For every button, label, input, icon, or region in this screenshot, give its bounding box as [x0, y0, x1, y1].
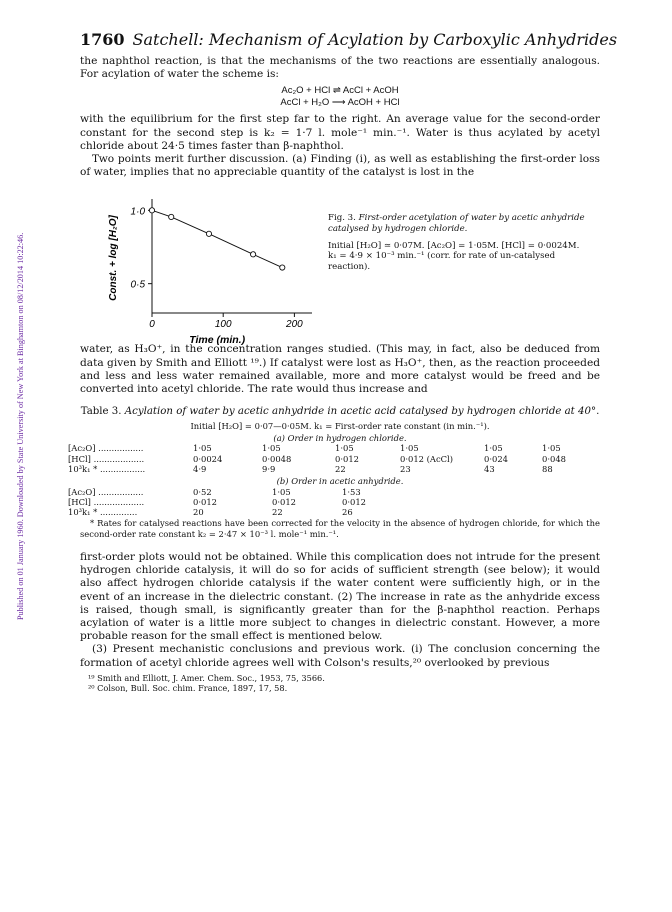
running-header: [80, 30, 618, 49]
table-3: [68, 420, 600, 539]
figure-3: [80, 185, 600, 347]
figure-caption: [328, 213, 598, 272]
paragraph-4: water, as H₃O⁺, in the concentration ranges studied. (This may, in fact, also be deduced from data given by Smith and Elliott ¹⁹.) If catalyst were lost as H₃O⁺, then, as the reaction proceeded and less and less water remained available, more and more catalyst would be freed and be converted into acetyl chloride. The rate would thus increase and: [80, 343, 601, 396]
table-row: [68, 496, 600, 507]
watermark-text: Published on 01 January 1960. Downloaded by State University of New York at Binghamton on 08/12/2014 10:22:46.: [16, 232, 25, 620]
download-watermark: [6, 40, 25, 880]
table-cell: 1·05: [484, 443, 503, 454]
table-row: [68, 463, 600, 474]
row-label: 10³k₁ * .................: [68, 463, 146, 474]
caption-label: Fig. 3.: [328, 213, 356, 224]
paragraph-2: with the equilibrium for the first step far to the right. An average value for the second-order constant for the second step is k₂ = 1·7 l. mole⁻¹ min.⁻¹. Water is thus acylated by acetyl chloride about 24·5 times faster than β-naphthol.: [80, 113, 600, 152]
table-cell: 0·0024: [193, 453, 223, 464]
table-label: Table 3.: [80, 406, 122, 418]
table-cell: 1·53: [342, 486, 361, 497]
table-cell: 1·05: [272, 486, 291, 497]
table-subtitle: Initial [H₂O] = 0·07—0·05M. k₁ = First-order rate constant (in min.⁻¹).: [190, 420, 490, 431]
table-row: [68, 443, 600, 454]
table-cell: 0·024: [484, 453, 508, 464]
table-cell: 0·012: [342, 496, 366, 507]
equation-2: AcCl + H₂O ⟶ AcOH + HCl: [280, 97, 400, 109]
rate-plot: [80, 185, 320, 347]
table-section-b-rows: [68, 486, 600, 518]
table-row: [68, 507, 600, 518]
x-axis-label: Time (min.): [189, 334, 246, 347]
table-cell: 1·05: [193, 443, 212, 454]
y-tick-label: 1·0: [130, 206, 145, 218]
data-point: [280, 265, 285, 270]
running-title: Satchell: Mechanism of Acylation by Carboxylic Anhydrides: [132, 30, 618, 49]
reaction-scheme: [80, 85, 600, 109]
table-row: [68, 453, 600, 464]
paragraph-6: (3) Present mechanistic conclusions and previous work. (i) The conclusion concerning the formation of acetyl chloride agrees well with Colson's results,²⁰ overlooked by previous: [80, 643, 600, 669]
table-cell: 43: [484, 463, 495, 474]
table-section-a: (a) Order in hydrogen chloride.: [273, 433, 407, 444]
table-cell: 0·012: [272, 496, 296, 507]
paragraph-1: the naphthol reaction, is that the mechanisms of the two reactions are essentially analogous. For acylation of water the scheme is:: [80, 55, 600, 81]
table-title: [80, 406, 600, 419]
data-point: [206, 232, 211, 237]
table-section-a-rows: [68, 443, 600, 474]
table-cell: 0·048: [542, 453, 566, 464]
table-cell: 0·012 (AcCl): [400, 453, 453, 464]
table-cell: 88: [542, 463, 553, 474]
page-body: [68, 30, 618, 693]
x-tick-label: 100: [214, 319, 232, 331]
x-tick-label: 0: [149, 319, 155, 331]
table-section-b: (b) Order in acetic anhydride.: [276, 476, 404, 487]
table-cell: 20: [193, 507, 204, 518]
row-label: [HCl] ...................: [68, 453, 145, 464]
table-cell: 23: [400, 463, 411, 474]
row-label: [Ac₂O] .................: [68, 486, 144, 497]
paragraph-5: first-order plots would not be obtained. While this complication does not intrude for the present hydrogen chloride catalysis, it will do so for acids of sufficient strength (see below); it would also affect hydrogen chloride catalysis if the water content were sufficiently high, or in the event of an increase in the dielectric constant. (2) The increase in rate as the anhydride excess is raised, though small, is significantly greater than for the β-naphthol reaction. Perhaps acylation of water is a little more subject to changes in dielectric constant. However, a more probable reason for the small effect is mentioned below.: [80, 551, 600, 643]
table-row: [68, 486, 600, 497]
table-cell: 26: [342, 507, 353, 518]
page-number: 1760: [80, 30, 125, 49]
table-cell: 1·05: [400, 443, 419, 454]
table-cell: 0·012: [335, 453, 359, 464]
table-cell: 1·05: [542, 443, 561, 454]
table-cell: 4·9: [193, 463, 207, 474]
data-point: [149, 208, 154, 213]
row-label: [Ac₂O] .................: [68, 443, 144, 454]
caption-title: First-order acetylation of water by acetic anhydride catalysed by hydrogen chloride.: [328, 213, 585, 235]
x-tick-label: 200: [286, 319, 303, 331]
paragraph-3: Two points merit further discussion. (a) Finding (i), as well as establishing the first-order loss of water, implies that no appreciable quantity of the catalyst is lost in the: [80, 153, 600, 179]
equation-1: Ac₂O + HCl ⇌ AcCl + AcOH: [281, 85, 399, 97]
table-cell: 22: [272, 507, 283, 518]
table-footnote: * Rates for catalysed reactions have been corrected for the velocity in the absence of hydrogen chloride, for which the second-order rate constant k₂ = 2·47 × 10⁻³ l. mole⁻¹ min.⁻¹.: [80, 518, 600, 539]
data-point: [169, 215, 174, 220]
table-cell: 1·05: [262, 443, 281, 454]
row-label: [HCl] ...................: [68, 496, 145, 507]
data-point: [251, 252, 256, 257]
caption-conditions: Initial [H₂O] ≃ 0·07M. [Ac₂O] = 1·05M. [HCl] = 0·0024M.: [328, 240, 580, 251]
footnote-20: ²⁰ Colson, Bull. Soc. chim. France, 1897, 17, 58.: [88, 682, 288, 693]
table-cell: 0·52: [193, 486, 212, 497]
table-cell: 9·9: [262, 463, 276, 474]
table-cell: 1·05: [335, 443, 354, 454]
table-cell: 22: [335, 463, 346, 474]
y-tick-label: 0·5: [130, 280, 145, 292]
table-cell: 0·0048: [262, 453, 292, 464]
table-cell: 0·012: [193, 496, 217, 507]
y-axis-label: Const. + log [H₂O]: [108, 215, 119, 302]
footnote-19: ¹⁹ Smith and Elliott, J. Amer. Chem. Soc., 1953, 75, 3566.: [88, 672, 325, 683]
table-caption: Acylation of water by acetic anhydride in acetic acid catalysed by hydrogen chloride at 40°.: [124, 406, 600, 418]
footnotes: [80, 673, 600, 693]
row-label: 10³k₁ * ..............: [68, 507, 138, 518]
caption-rate-constant: k₁ = 4·9 × 10⁻³ min.⁻¹ (corr. for rate of un-catalysed reaction).: [328, 251, 556, 272]
